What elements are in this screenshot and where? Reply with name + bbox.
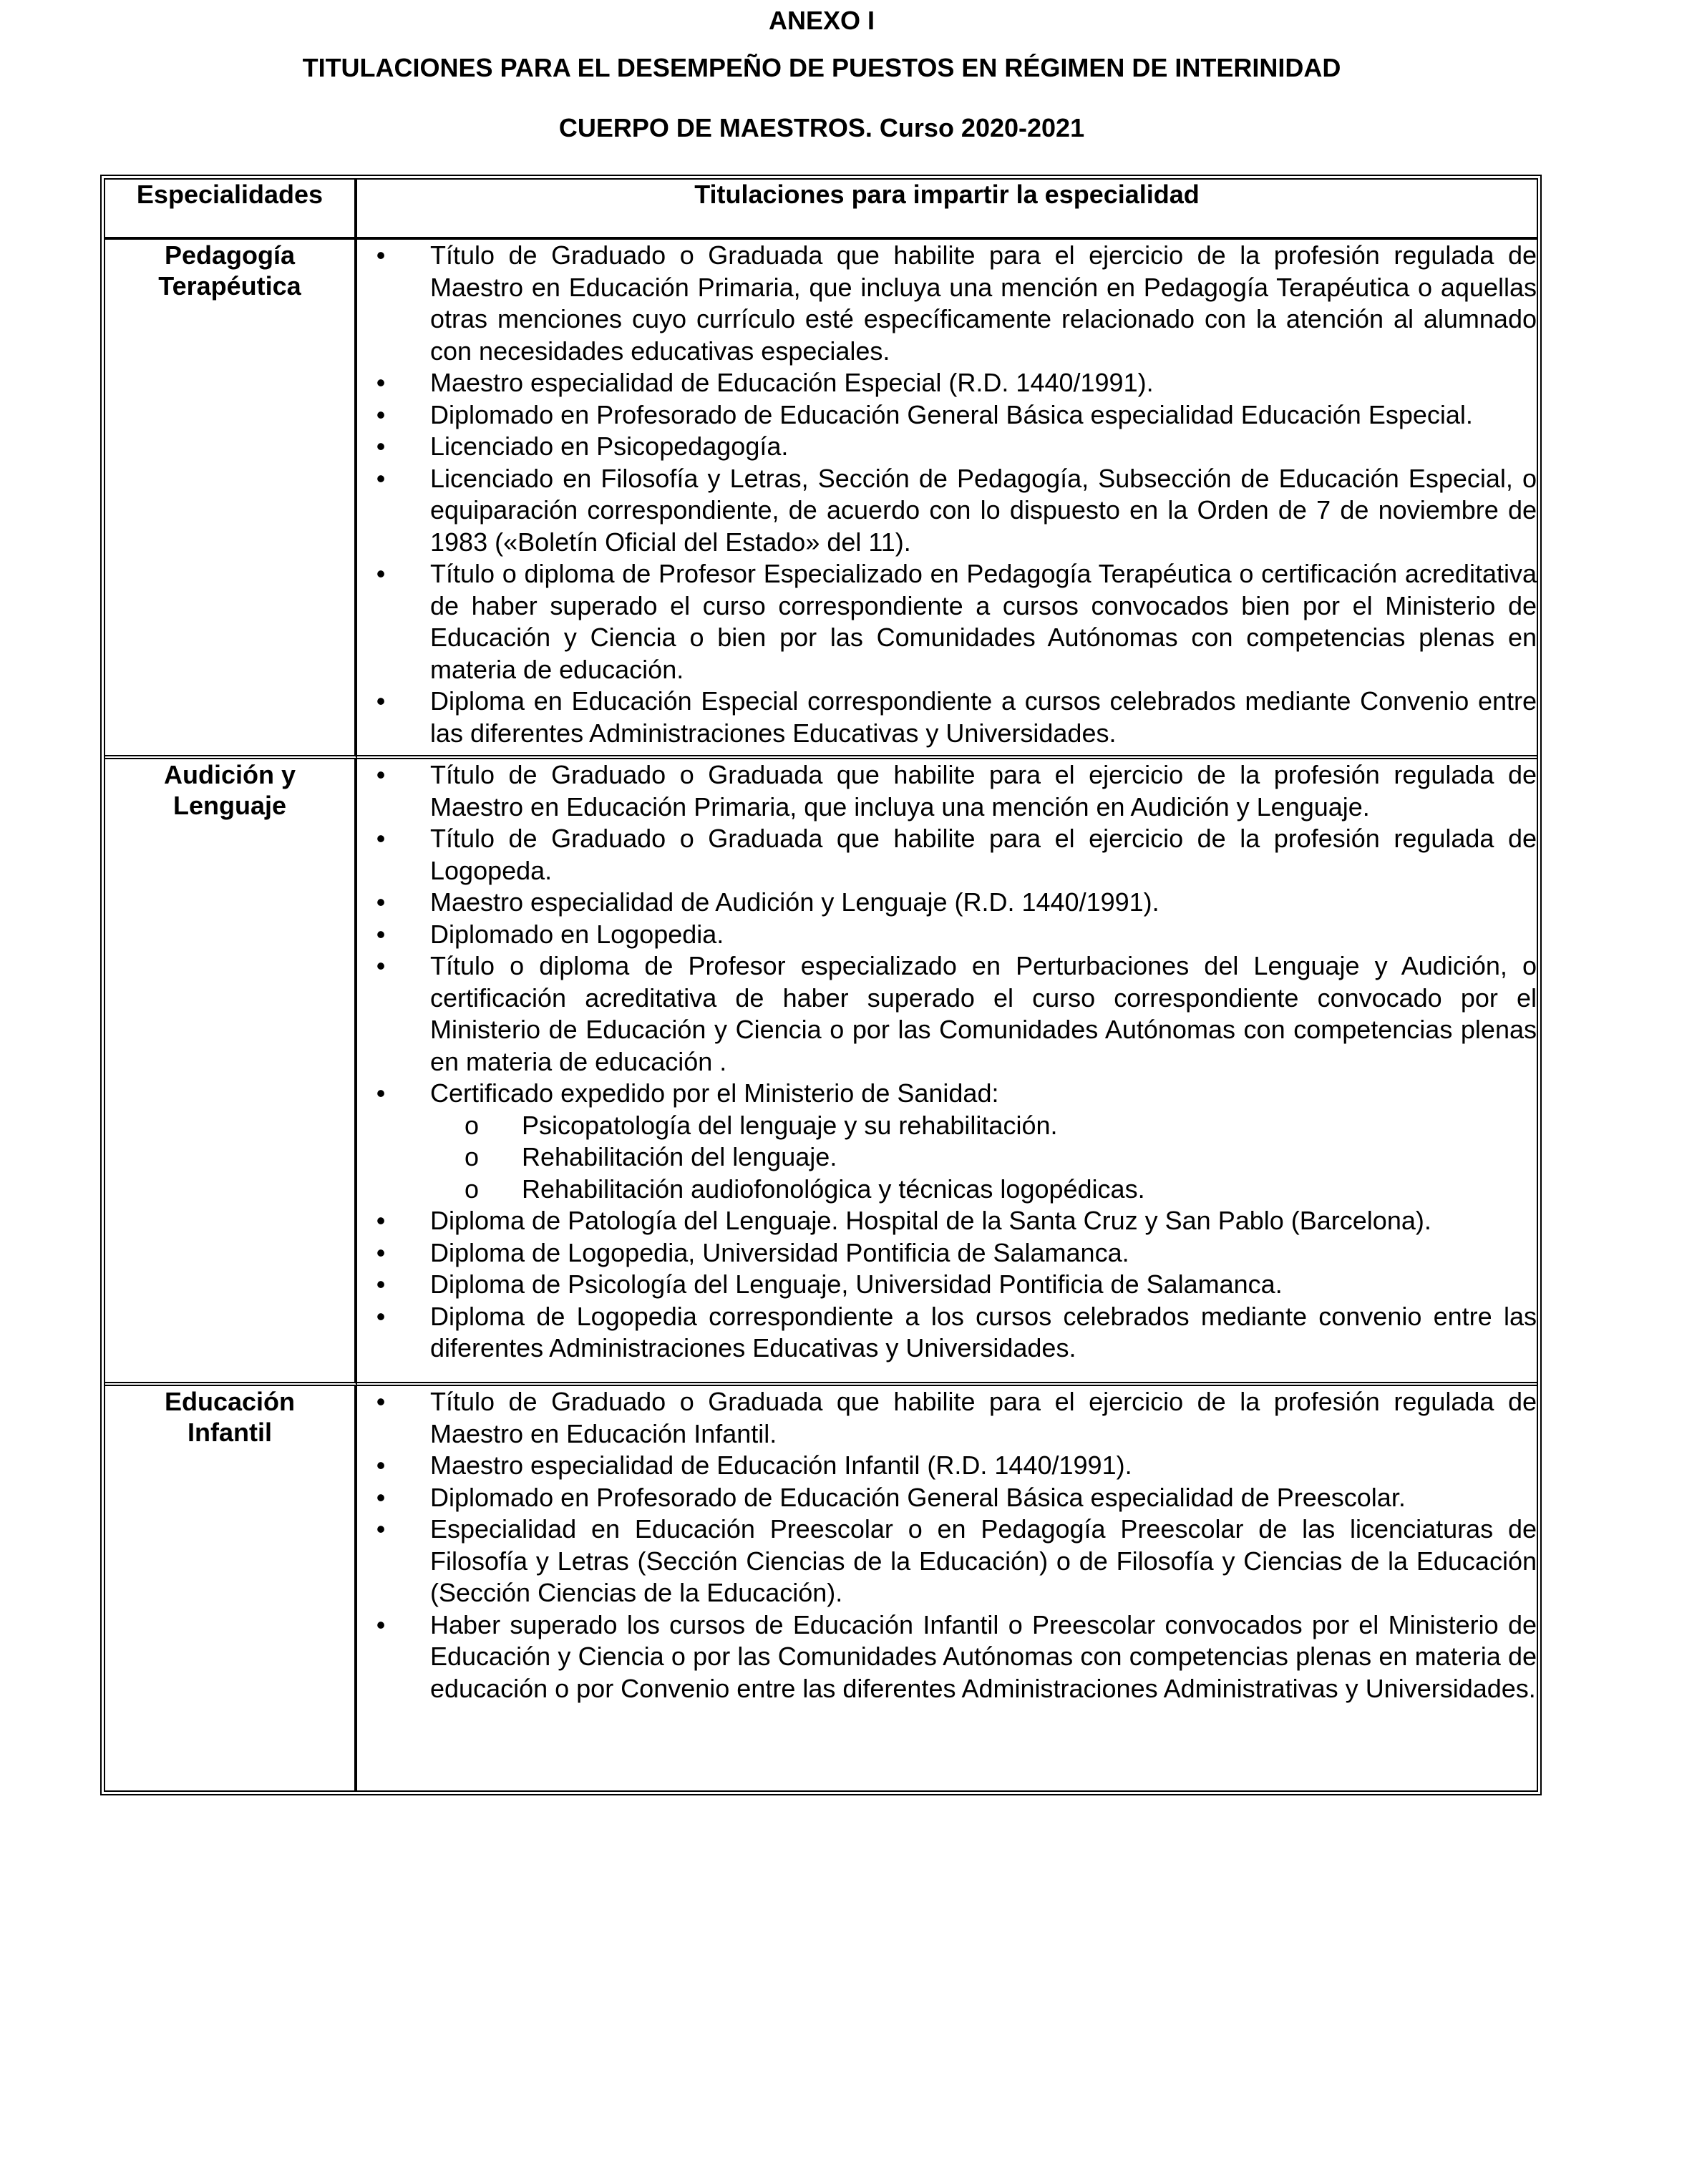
list-item — [357, 399, 1537, 432]
qualification-text: Haber superado los cursos de Educación Infantil o Preescolar convocados por el Ministerio de Educación y Ciencia o por las Comunidades Autónomas con competencias plenas en materia de educación o por Convenio entre las diferentes Administraciones Administrativas y Universidades. — [430, 1609, 1537, 1703]
bullet-icon: • — [376, 432, 386, 461]
qualification-text: Rehabilitación del lenguaje. — [522, 1142, 837, 1171]
list-item — [357, 1609, 1537, 1705]
circle-bullet-icon: o — [464, 1142, 480, 1171]
table-row — [105, 759, 1537, 1386]
document-title: TITULACIONES PARA EL DESEMPEÑO DE PUESTOS EN RÉGIMEN DE INTERINIDAD — [302, 53, 1341, 82]
qualification-text: Maestro especialidad de Educación Especial (R.D. 1440/1991). — [430, 368, 1154, 397]
list-item — [357, 1513, 1537, 1609]
list-item — [357, 823, 1537, 887]
specialty-cell — [105, 240, 357, 759]
circle-bullet-icon: o — [464, 1110, 480, 1140]
bullet-icon: • — [376, 760, 386, 789]
list-item — [357, 1386, 1537, 1450]
list-item — [357, 919, 1537, 951]
qualification-text: Licenciado en Filosofía y Letras, Sección de Pedagogía, Subsección de Educación Especial, o equiparación correspondiente, de acuerdo con lo dispuesto en la Orden de 7 de noviembre de 1983 («Boletín Oficial del Estado» del 11). — [430, 463, 1537, 557]
bullet-icon: • — [376, 463, 386, 493]
list-item — [357, 1450, 1537, 1482]
bullet-icon: • — [376, 559, 386, 588]
table-row — [105, 240, 1537, 759]
annex-heading: ANEXO I — [768, 6, 875, 35]
bullet-icon: • — [376, 1078, 386, 1108]
bullet-icon: • — [376, 919, 386, 949]
list-item — [357, 240, 1537, 367]
qualification-text: Diploma en Educación Especial correspondiente a cursos celebrados mediante Convenio entre las diferentes Administraciones Educativas y Universidades. — [430, 686, 1537, 748]
bullet-icon: • — [376, 824, 386, 853]
qualification-text: Título de Graduado o Graduada que habilite para el ejercicio de la profesión regulada de Logopeda. — [430, 824, 1537, 885]
qualifications-cell — [357, 1386, 1537, 1790]
list-item — [357, 463, 1537, 559]
qualification-text: Licenciado en Psicopedagogía. — [430, 432, 789, 461]
qualification-text: Certificado expedido por el Ministerio de Sanidad: — [430, 1078, 999, 1108]
document-subtitle: CUERPO DE MAESTROS. Curso 2020-2021 — [558, 113, 1085, 142]
list-item — [357, 686, 1537, 749]
bullet-icon: • — [376, 368, 386, 397]
sub-list-item — [357, 1174, 1537, 1206]
qualifications-cell — [357, 240, 1537, 759]
qualification-text: Psicopatología del lenguaje y su rehabilitación. — [522, 1110, 1058, 1140]
bullet-icon: • — [376, 1451, 386, 1480]
specialty-cell — [105, 759, 357, 1386]
list-item — [357, 759, 1537, 823]
qualifications-table — [100, 175, 1542, 1795]
table-row — [105, 1386, 1537, 1790]
list-item — [357, 1078, 1537, 1110]
list-item — [357, 431, 1537, 463]
qualification-text: Diplomado en Profesorado de Educación General Básica especialidad Educación Especial. — [430, 399, 1473, 429]
qualification-text: Diplomado en Logopedia. — [430, 919, 724, 949]
qualifications-cell — [357, 759, 1537, 1386]
list-item — [357, 1237, 1537, 1269]
list-item — [357, 1301, 1537, 1365]
list-item — [357, 1269, 1537, 1301]
bullet-icon: • — [376, 1206, 386, 1235]
list-item — [357, 950, 1537, 1078]
qualification-text: Diploma de Logopedia correspondiente a los cursos celebrados mediante convenio entre las diferentes Administraciones Educativas y Universidades. — [430, 1301, 1537, 1362]
list-item — [357, 367, 1537, 399]
qualification-text: Maestro especialidad de Educación Infantil (R.D. 1440/1991). — [430, 1451, 1132, 1480]
qualification-text: Título o diploma de Profesor especializado en Perturbaciones del Lenguaje y Audición, o certificación acreditativa de haber superado el curso correspondiente convocado por el Ministerio de Educación y Ciencia o por las Comunidades Autónomas con competencias plenas en materia de educación . — [430, 951, 1537, 1076]
column-header-qualifications: Titulaciones para impartir la especialidad — [357, 180, 1537, 240]
list-item — [357, 1205, 1537, 1237]
list-item — [357, 887, 1537, 919]
specialty-name-line: Pedagogía — [164, 240, 296, 270]
bullet-icon: • — [376, 240, 386, 270]
qualification-text: Diploma de Logopedia, Universidad Pontificia de Salamanca. — [430, 1237, 1129, 1267]
qualification-text: Rehabilitación audiofonológica y técnicas logopédicas. — [522, 1174, 1145, 1204]
specialty-name-line: Educación — [164, 1387, 296, 1416]
qualification-text: Diploma de Patología del Lenguaje. Hospital de la Santa Cruz y San Pablo (Barcelona). — [430, 1206, 1431, 1235]
qualification-text: Título de Graduado o Graduada que habilite para el ejercicio de la profesión regulada de Maestro en Educación Infantil. — [430, 1387, 1537, 1448]
bullet-icon: • — [376, 1269, 386, 1299]
qualification-text: Título de Graduado o Graduada que habilite para el ejercicio de la profesión regulada de Maestro en Educación Primaria, que incluya una mención en Pedagogía Terapéutica o aquellas otras menciones cuyo currículo esté específicamente relacionado con la atención al alumnado con necesidades educativas especiales. — [430, 240, 1537, 366]
bullet-icon: • — [376, 887, 386, 917]
qualification-text: Especialidad en Educación Preescolar o en Pedagogía Preescolar de las licenciaturas de Filosofía y Letras (Sección Ciencias de la Educación) o de Filosofía y Ciencias de la Educación (Sección Ciencias de la Educación). — [430, 1514, 1537, 1607]
specialty-name-line: Lenguaje — [172, 791, 287, 820]
specialty-name-line: Infantil — [188, 1418, 272, 1447]
qualification-text: Diploma de Psicología del Lenguaje, Universidad Pontificia de Salamanca. — [430, 1269, 1283, 1299]
specialty-name-line: Terapéutica — [158, 271, 301, 301]
circle-bullet-icon: o — [464, 1174, 480, 1204]
bullet-icon: • — [376, 1609, 386, 1639]
list-item — [357, 1482, 1537, 1514]
bullet-icon: • — [376, 1387, 386, 1416]
qualification-text: Maestro especialidad de Audición y Lenguaje (R.D. 1440/1991). — [430, 887, 1159, 917]
bullet-icon: • — [376, 399, 386, 429]
specialty-cell — [105, 1386, 357, 1790]
table-header-row — [105, 180, 1537, 240]
qualification-text: Título de Graduado o Graduada que habilite para el ejercicio de la profesión regulada de Maestro en Educación Primaria, que incluya una mención en Audición y Lenguaje. — [430, 760, 1537, 822]
bullet-icon: • — [376, 1514, 386, 1544]
sub-list-item — [357, 1110, 1537, 1142]
sub-list-item — [357, 1141, 1537, 1174]
bullet-icon: • — [376, 686, 386, 716]
bullet-icon: • — [376, 1482, 386, 1512]
qualification-text: Diplomado en Profesorado de Educación General Básica especialidad de Preescolar. — [430, 1482, 1406, 1512]
bullet-icon: • — [376, 951, 386, 980]
column-header-specialties: Especialidades — [105, 180, 357, 240]
sub-list — [357, 1110, 1537, 1206]
bullet-icon: • — [376, 1237, 386, 1267]
qualification-text: Título o diploma de Profesor Especializado en Pedagogía Terapéutica o certificación acreditativa de haber superado el curso correspondiente a cursos convocados bien por el Ministerio de Educación y Ciencia o bien por las Comunidades Autónomas con competencias plenas en materia de educación. — [430, 559, 1537, 684]
specialty-name-line: Audición y — [163, 760, 296, 789]
list-item — [357, 558, 1537, 686]
bullet-icon: • — [376, 1301, 386, 1331]
